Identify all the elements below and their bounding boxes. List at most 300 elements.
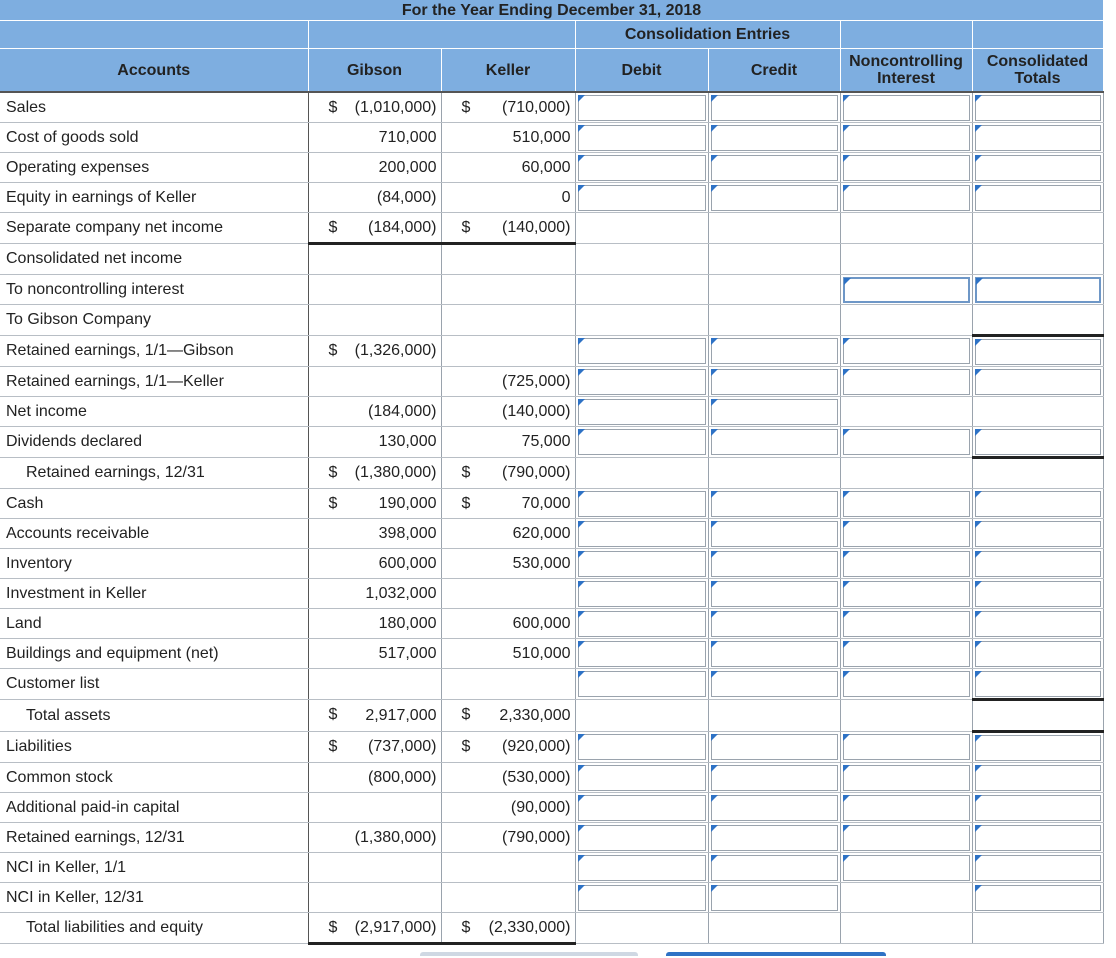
table-row (0, 153, 1103, 183)
credit-input[interactable] (711, 885, 838, 911)
credit-input[interactable] (711, 125, 838, 151)
dollar-sign: $ (461, 495, 471, 512)
account-label: Consolidated net income (0, 244, 308, 275)
totals-empty-cell (972, 305, 1103, 336)
gibson-value (308, 700, 441, 732)
credit-empty-cell (708, 913, 840, 944)
keller-amount: 70,000 (521, 494, 571, 512)
debit-empty-cell (575, 213, 708, 244)
account-label: Retained earnings, 12/31 (0, 458, 308, 489)
account-label: NCI in Keller, 12/31 (0, 883, 308, 913)
keller-value (441, 853, 575, 883)
debit-empty-cell (575, 913, 708, 944)
credit-cell (708, 853, 840, 883)
credit-empty-cell (708, 213, 840, 244)
credit-input[interactable] (711, 765, 838, 791)
nci-input[interactable] (843, 641, 970, 667)
keller-value (441, 579, 575, 609)
debit-cell (575, 427, 708, 458)
account-label: Land (0, 609, 308, 639)
dollar-sign: $ (461, 464, 471, 481)
nci-cell (840, 183, 972, 213)
debit-empty-cell (575, 275, 708, 305)
account-label: Investment in Keller (0, 579, 308, 609)
gibson-amount: (1,010,000) (354, 98, 437, 116)
account-label: Retained earnings, 12/31 (0, 823, 308, 853)
credit-input[interactable] (711, 429, 838, 455)
debit-cell (575, 639, 708, 669)
credit-input[interactable] (711, 338, 838, 364)
gibson-amount: (184,000) (368, 218, 437, 236)
gibson-amount: (1,380,000) (354, 464, 437, 481)
account-label: To Gibson Company (0, 305, 308, 336)
gibson-amount: 398,000 (378, 524, 437, 542)
credit-empty-cell (708, 244, 840, 275)
dollar-sign: $ (461, 99, 471, 116)
credit-cell (708, 732, 840, 763)
credit-empty-cell (708, 275, 840, 305)
totals-cell (972, 732, 1103, 763)
nci-cell (840, 823, 972, 853)
debit-input[interactable] (578, 95, 706, 121)
gibson-value (308, 275, 441, 305)
debit-cell (575, 669, 708, 700)
totals-input[interactable] (975, 491, 1101, 517)
keller-amount: (790,000) (502, 828, 571, 846)
account-label: Retained earnings, 1/1—Gibson (0, 336, 308, 367)
credit-input[interactable] (711, 855, 838, 881)
keller-amount: (725,000) (502, 372, 571, 390)
totals-cell (972, 367, 1103, 397)
debit-input[interactable] (578, 641, 706, 667)
nci-input[interactable] (843, 521, 970, 547)
dollar-sign: $ (328, 706, 338, 723)
nci-cell (840, 367, 972, 397)
nci-input[interactable] (843, 671, 970, 697)
nci-empty-cell (840, 213, 972, 244)
table-row (0, 305, 1103, 336)
nci-cell (840, 336, 972, 367)
debit-input[interactable] (578, 885, 706, 911)
credit-input[interactable] (711, 491, 838, 517)
totals-cell (972, 549, 1103, 579)
accounts-header: Accounts (0, 49, 308, 93)
gibson-amount: 130,000 (378, 433, 437, 450)
dollar-sign: $ (328, 342, 338, 359)
debit-cell (575, 153, 708, 183)
nci-cell (840, 732, 972, 763)
account-label: Total liabilities and equity (0, 913, 308, 944)
totals-cell (972, 153, 1103, 183)
totals-input[interactable] (975, 429, 1101, 455)
nci-empty-cell (840, 700, 972, 732)
dollar-sign: $ (328, 99, 338, 116)
totals-empty-cell (972, 397, 1103, 427)
debit-input[interactable] (578, 429, 706, 455)
totals-input[interactable] (975, 277, 1101, 303)
nci-cell (840, 275, 972, 305)
dollar-sign: $ (328, 919, 338, 936)
totals-input[interactable] (975, 611, 1101, 637)
debit-input[interactable] (578, 491, 706, 517)
credit-cell (708, 183, 840, 213)
gibson-amount: 1,032,000 (365, 584, 437, 602)
table-row (0, 732, 1103, 763)
gibson-value (308, 519, 441, 549)
gibson-amount: (184,000) (368, 402, 437, 420)
gibson-value (308, 213, 441, 244)
keller-value (441, 153, 575, 183)
nci-input[interactable] (843, 277, 970, 303)
gibson-value (308, 853, 441, 883)
debit-cell (575, 883, 708, 913)
nci-empty-cell (840, 244, 972, 275)
table-row (0, 458, 1103, 489)
debit-cell (575, 367, 708, 397)
totals-input[interactable] (975, 369, 1101, 395)
gibson-value (308, 579, 441, 609)
gibson-amount: 180,000 (378, 614, 437, 632)
keller-value (441, 549, 575, 579)
debit-input[interactable] (578, 765, 706, 791)
debit-input[interactable] (578, 734, 706, 760)
nci-empty-cell (840, 458, 972, 489)
account-label: Total assets (0, 700, 308, 732)
gibson-amount: (1,380,000) (354, 828, 437, 846)
header-blank (972, 21, 1103, 49)
credit-empty-cell (708, 305, 840, 336)
gibson-amount: 190,000 (378, 494, 437, 512)
totals-cell (972, 183, 1103, 213)
gibson-value (308, 305, 441, 336)
totals-cell (972, 883, 1103, 913)
totals-input[interactable] (975, 735, 1101, 761)
table-row (0, 427, 1103, 458)
gibson-value (308, 123, 441, 153)
credit-input[interactable] (711, 581, 838, 607)
nci-input[interactable] (843, 734, 970, 760)
credit-input[interactable] (711, 185, 838, 211)
keller-value (441, 397, 575, 427)
debit-input[interactable] (578, 369, 706, 395)
header-blank (0, 21, 308, 49)
keller-value (441, 244, 575, 275)
keller-value (441, 123, 575, 153)
account-label: To noncontrolling interest (0, 275, 308, 305)
gibson-amount: (84,000) (376, 188, 437, 206)
keller-header: Keller (441, 49, 575, 93)
debit-input[interactable] (578, 671, 706, 697)
nci-input[interactable] (843, 855, 970, 881)
totals-input[interactable] (975, 581, 1101, 607)
nci-input[interactable] (843, 338, 970, 364)
credit-input[interactable] (711, 734, 838, 760)
table-row (0, 793, 1103, 823)
credit-empty-cell (708, 458, 840, 489)
totals-input[interactable] (975, 95, 1101, 121)
nci-input[interactable] (843, 125, 970, 151)
account-label: Equity in earnings of Keller (0, 183, 308, 213)
gibson-amount: (737,000) (368, 738, 437, 755)
account-label: Retained earnings, 1/1—Keller (0, 367, 308, 397)
nci-input[interactable] (843, 369, 970, 395)
table-row (0, 336, 1103, 367)
gibson-value (308, 427, 441, 458)
debit-cell (575, 336, 708, 367)
nci-cell (840, 519, 972, 549)
nci-empty-cell (840, 913, 972, 944)
table-row (0, 669, 1103, 700)
dollar-sign: $ (328, 738, 338, 755)
nci-cell (840, 853, 972, 883)
dollar-sign: $ (461, 219, 471, 236)
debit-input[interactable] (578, 825, 706, 851)
dollar-sign: $ (461, 919, 471, 936)
credit-input[interactable] (711, 155, 838, 181)
debit-cell (575, 92, 708, 123)
nci-input[interactable] (843, 765, 970, 791)
account-label: Accounts receivable (0, 519, 308, 549)
credit-input[interactable] (711, 825, 838, 851)
totals-input[interactable] (975, 795, 1101, 821)
nci-empty-cell (840, 883, 972, 913)
debit-cell (575, 823, 708, 853)
debit-input[interactable] (578, 399, 706, 425)
debit-cell (575, 853, 708, 883)
credit-input[interactable] (711, 95, 838, 121)
debit-input[interactable] (578, 155, 706, 181)
totals-cell (972, 123, 1103, 153)
debit-empty-cell (575, 305, 708, 336)
keller-value (441, 336, 575, 367)
nci-input[interactable] (843, 581, 970, 607)
table-row (0, 853, 1103, 883)
account-label: Customer list (0, 669, 308, 700)
nci-input[interactable] (843, 795, 970, 821)
totals-input[interactable] (975, 765, 1101, 791)
credit-input[interactable] (711, 611, 838, 637)
account-label: Buildings and equipment (net) (0, 639, 308, 669)
table-row (0, 397, 1103, 427)
gibson-amount: 200,000 (378, 158, 437, 176)
nci-input[interactable] (843, 155, 970, 181)
debit-empty-cell (575, 458, 708, 489)
credit-input[interactable] (711, 795, 838, 821)
gibson-amount: 710,000 (378, 128, 437, 146)
debit-input[interactable] (578, 125, 706, 151)
gibson-amount: 600,000 (378, 554, 437, 572)
dollar-sign: $ (328, 464, 338, 481)
gibson-value (308, 397, 441, 427)
totals-input[interactable] (975, 339, 1101, 365)
account-label: Common stock (0, 763, 308, 793)
debit-input[interactable] (578, 521, 706, 547)
gibson-value (308, 823, 441, 853)
gibson-value (308, 669, 441, 700)
debit-input[interactable] (578, 855, 706, 881)
debit-input[interactable] (578, 551, 706, 577)
keller-value (441, 883, 575, 913)
gibson-value (308, 763, 441, 793)
credit-input[interactable] (711, 551, 838, 577)
debit-cell (575, 732, 708, 763)
credit-header: Credit (708, 49, 840, 93)
credit-cell (708, 92, 840, 123)
credit-cell (708, 763, 840, 793)
table-row (0, 549, 1103, 579)
keller-value (441, 367, 575, 397)
table-row (0, 213, 1103, 244)
debit-cell (575, 397, 708, 427)
debit-input[interactable] (578, 611, 706, 637)
totals-cell (972, 763, 1103, 793)
nci-cell (840, 793, 972, 823)
credit-cell (708, 639, 840, 669)
totals-cell (972, 669, 1103, 700)
nci-input[interactable] (843, 185, 970, 211)
credit-input[interactable] (711, 521, 838, 547)
keller-amount: 2,330,000 (499, 706, 571, 724)
credit-cell (708, 883, 840, 913)
debit-input[interactable] (578, 185, 706, 211)
totals-cell (972, 336, 1103, 367)
nci-input[interactable] (843, 95, 970, 121)
nci-input[interactable] (843, 491, 970, 517)
gibson-amount: (2,917,000) (354, 918, 437, 936)
gibson-value (308, 367, 441, 397)
table-row (0, 700, 1103, 732)
nci-input[interactable] (843, 825, 970, 851)
keller-value (441, 732, 575, 763)
debit-input[interactable] (578, 338, 706, 364)
debit-input[interactable] (578, 795, 706, 821)
gibson-value (308, 913, 441, 944)
keller-value (441, 609, 575, 639)
table-row (0, 519, 1103, 549)
worksheet-title: For the Year Ending December 31, 2018 (0, 0, 1103, 21)
credit-cell (708, 609, 840, 639)
gibson-value (308, 793, 441, 823)
table-row (0, 579, 1103, 609)
totals-input[interactable] (975, 551, 1101, 577)
keller-amount: 510,000 (512, 644, 571, 662)
table-row (0, 609, 1103, 639)
totals-cell (972, 519, 1103, 549)
totals-cell (972, 579, 1103, 609)
prev-button[interactable] (420, 952, 638, 956)
gibson-value (308, 639, 441, 669)
totals-input[interactable] (975, 855, 1101, 881)
keller-amount: 510,000 (512, 128, 571, 146)
totals-cell (972, 92, 1103, 123)
credit-cell (708, 367, 840, 397)
table-row (0, 639, 1103, 669)
table-row (0, 763, 1103, 793)
keller-value (441, 183, 575, 213)
totals-empty-cell (972, 244, 1103, 275)
nci-input[interactable] (843, 429, 970, 455)
totals-empty-cell (972, 700, 1103, 732)
consolidation-entries-header: Consolidation Entries (575, 21, 840, 49)
totals-empty-cell (972, 213, 1103, 244)
gibson-value (308, 883, 441, 913)
keller-amount: (790,000) (502, 464, 571, 481)
totals-input[interactable] (975, 185, 1101, 211)
table-row (0, 244, 1103, 275)
credit-input[interactable] (711, 399, 838, 425)
totals-input[interactable] (975, 521, 1101, 547)
gibson-value (308, 609, 441, 639)
gibson-value (308, 92, 441, 123)
dollar-sign: $ (328, 219, 338, 236)
credit-input[interactable] (711, 641, 838, 667)
keller-value (441, 458, 575, 489)
keller-value (441, 275, 575, 305)
nci-cell (840, 153, 972, 183)
table-row (0, 489, 1103, 519)
keller-value (441, 700, 575, 732)
next-button[interactable] (666, 952, 886, 956)
keller-value (441, 489, 575, 519)
gibson-header: Gibson (308, 49, 441, 93)
credit-cell (708, 153, 840, 183)
debit-cell (575, 123, 708, 153)
debit-input[interactable] (578, 581, 706, 607)
keller-value (441, 639, 575, 669)
credit-input[interactable] (711, 369, 838, 395)
account-label: Dividends declared (0, 427, 308, 458)
nci-input[interactable] (843, 551, 970, 577)
totals-empty-cell (972, 458, 1103, 489)
table-row (0, 883, 1103, 913)
credit-input[interactable] (711, 671, 838, 697)
totals-cell (972, 793, 1103, 823)
nci-cell (840, 579, 972, 609)
dollar-sign: $ (328, 495, 338, 512)
keller-amount: 530,000 (512, 554, 571, 572)
debit-cell (575, 793, 708, 823)
keller-value (441, 213, 575, 244)
debit-header: Debit (575, 49, 708, 93)
credit-cell (708, 579, 840, 609)
totals-input[interactable] (975, 671, 1101, 697)
totals-input[interactable] (975, 125, 1101, 151)
table-row (0, 275, 1103, 305)
credit-cell (708, 336, 840, 367)
gibson-value (308, 549, 441, 579)
gibson-value (308, 244, 441, 275)
keller-amount: (2,330,000) (488, 918, 571, 936)
gibson-amount: (1,326,000) (354, 342, 437, 359)
totals-input[interactable] (975, 825, 1101, 851)
totals-input[interactable] (975, 641, 1101, 667)
totals-input[interactable] (975, 885, 1101, 911)
keller-value (441, 669, 575, 700)
account-label: NCI in Keller, 1/1 (0, 853, 308, 883)
account-label: Net income (0, 397, 308, 427)
credit-cell (708, 823, 840, 853)
debit-cell (575, 579, 708, 609)
account-label: Cost of goods sold (0, 123, 308, 153)
account-label: Cash (0, 489, 308, 519)
gibson-amount: 517,000 (378, 644, 437, 662)
totals-input[interactable] (975, 155, 1101, 181)
keller-value (441, 823, 575, 853)
account-label: Additional paid-in capital (0, 793, 308, 823)
dollar-sign: $ (461, 706, 471, 723)
keller-value (441, 913, 575, 944)
nci-input[interactable] (843, 611, 970, 637)
